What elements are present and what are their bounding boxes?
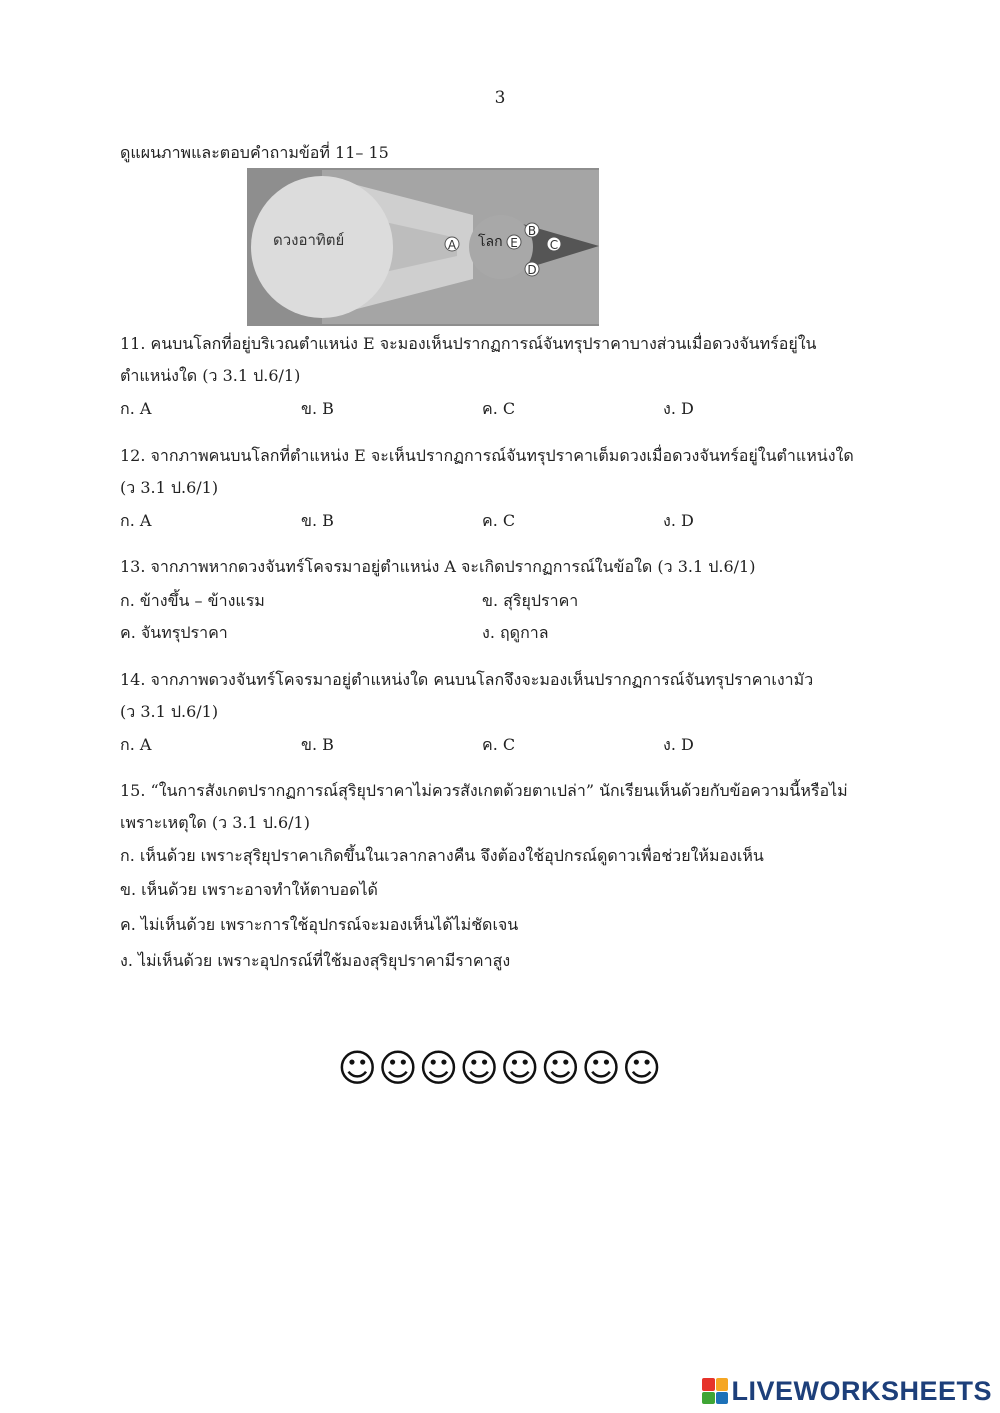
question-12-option-b[interactable]: ข. B xyxy=(301,511,334,530)
question-12-option-a[interactable]: ก. A xyxy=(120,511,152,530)
question-13-option-a[interactable]: ก. ข้างขึ้น – ข้างแรม xyxy=(120,591,265,610)
point-a-label: A xyxy=(447,238,457,252)
liveworksheets-logo-text: LIVEWORKSHEETS xyxy=(731,1375,992,1406)
question-12-line-1: 12. จากภาพคนบนโลกที่ตำแหน่ง E จะเห็นปรากฏการณ์จันทรุปราคาเต็มดวงเมื่อดวงจันทร์อยู่ในตำแหน่งใด xyxy=(120,446,854,465)
question-15-line-1: 15. “ในการสังเกตปรากฏการณ์สุริยุปราคาไม่ควรสังเกตด้วยตาเปล่า” นักเรียนเห็นด้วยกับข้อความนี้หรือไม่ xyxy=(120,781,848,800)
liveworksheets-logo-icon xyxy=(702,1378,728,1404)
liveworksheets-logo xyxy=(702,1375,992,1407)
question-12-option-d[interactable]: ง. D xyxy=(663,511,694,530)
question-11-option-b[interactable]: ข. B xyxy=(301,399,334,418)
point-c-label: C xyxy=(549,238,559,252)
question-15-option-d[interactable]: ง. ไม่เห็นด้วย เพราะอุปกรณ์ที่ใช้มองสุริยุปราคามีราคาสูง xyxy=(120,951,511,970)
point-e-label: E xyxy=(510,236,518,250)
question-11-line-2: ตำแหน่งใด (ว 3.1 ป.6/1) xyxy=(120,366,301,385)
eclipse-diagram xyxy=(247,168,599,326)
question-14-option-d[interactable]: ง. D xyxy=(663,735,694,754)
smiley-row: ☺☺☺☺☺☺☺☺ xyxy=(337,1046,663,1090)
question-14-option-c[interactable]: ค. C xyxy=(482,735,516,754)
question-13-option-d[interactable]: ง. ฤดูกาล xyxy=(482,623,549,642)
question-14-line-2: (ว 3.1 ป.6/1) xyxy=(120,702,219,721)
question-11-option-d[interactable]: ง. D xyxy=(663,399,694,418)
question-11-option-a[interactable]: ก. A xyxy=(120,399,152,418)
question-13-option-c[interactable]: ค. จันทรุปราคา xyxy=(120,623,228,642)
question-15-option-a[interactable]: ก. เห็นด้วย เพราะสุริยุปราคาเกิดขึ้นในเวลากลางคืน จึงต้องใช้อุปกรณ์ดูดาวเพื่อช่วยให้มองเห็น xyxy=(120,846,764,865)
question-14-option-a[interactable]: ก. A xyxy=(120,735,152,754)
question-15-line-2: เพราะเหตุใด (ว 3.1 ป.6/1) xyxy=(120,813,310,832)
question-14-line-1: 14. จากภาพดวงจันทร์โคจรมาอยู่ตำแหน่งใด คนบนโลกจึงจะมองเห็นปรากฏการณ์จันทรุปราคาเงามัว xyxy=(120,670,814,689)
instruction-text: ดูแผนภาพและตอบคำถามข้อที่ 11– 15 xyxy=(120,143,389,162)
point-d-label: D xyxy=(527,263,537,277)
question-12-line-2: (ว 3.1 ป.6/1) xyxy=(120,478,219,497)
question-14-option-b[interactable]: ข. B xyxy=(301,735,334,754)
point-b-label: B xyxy=(527,224,537,238)
page-number: 3 xyxy=(494,88,506,108)
question-15-option-b[interactable]: ข. เห็นด้วย เพราะอาจทำให้ตาบอดได้ xyxy=(120,880,378,899)
question-13-line-1: 13. จากภาพหากดวงจันทร์โคจรมาอยู่ตำแหน่ง A จะเกิดปรากฏการณ์ในข้อใด (ว 3.1 ป.6/1) xyxy=(120,557,756,576)
question-11-line-1: 11. คนบนโลกที่อยู่บริเวณตำแหน่ง E จะมองเห็นปรากฏการณ์จันทรุปราคาบางส่วนเมื่อดวงจันทร์อยู่ใน xyxy=(120,334,817,353)
question-11-option-c[interactable]: ค. C xyxy=(482,399,516,418)
question-15-option-c[interactable]: ค. ไม่เห็นด้วย เพราะการใช้อุปกรณ์จะมองเห็นได้ไม่ชัดเจน xyxy=(120,915,519,934)
question-13-option-b[interactable]: ข. สุริยุปราคา xyxy=(482,591,579,610)
question-12-option-c[interactable]: ค. C xyxy=(482,511,516,530)
earth-label: โลก xyxy=(478,234,503,250)
sun-label: ดวงอาทิตย์ xyxy=(273,231,345,249)
